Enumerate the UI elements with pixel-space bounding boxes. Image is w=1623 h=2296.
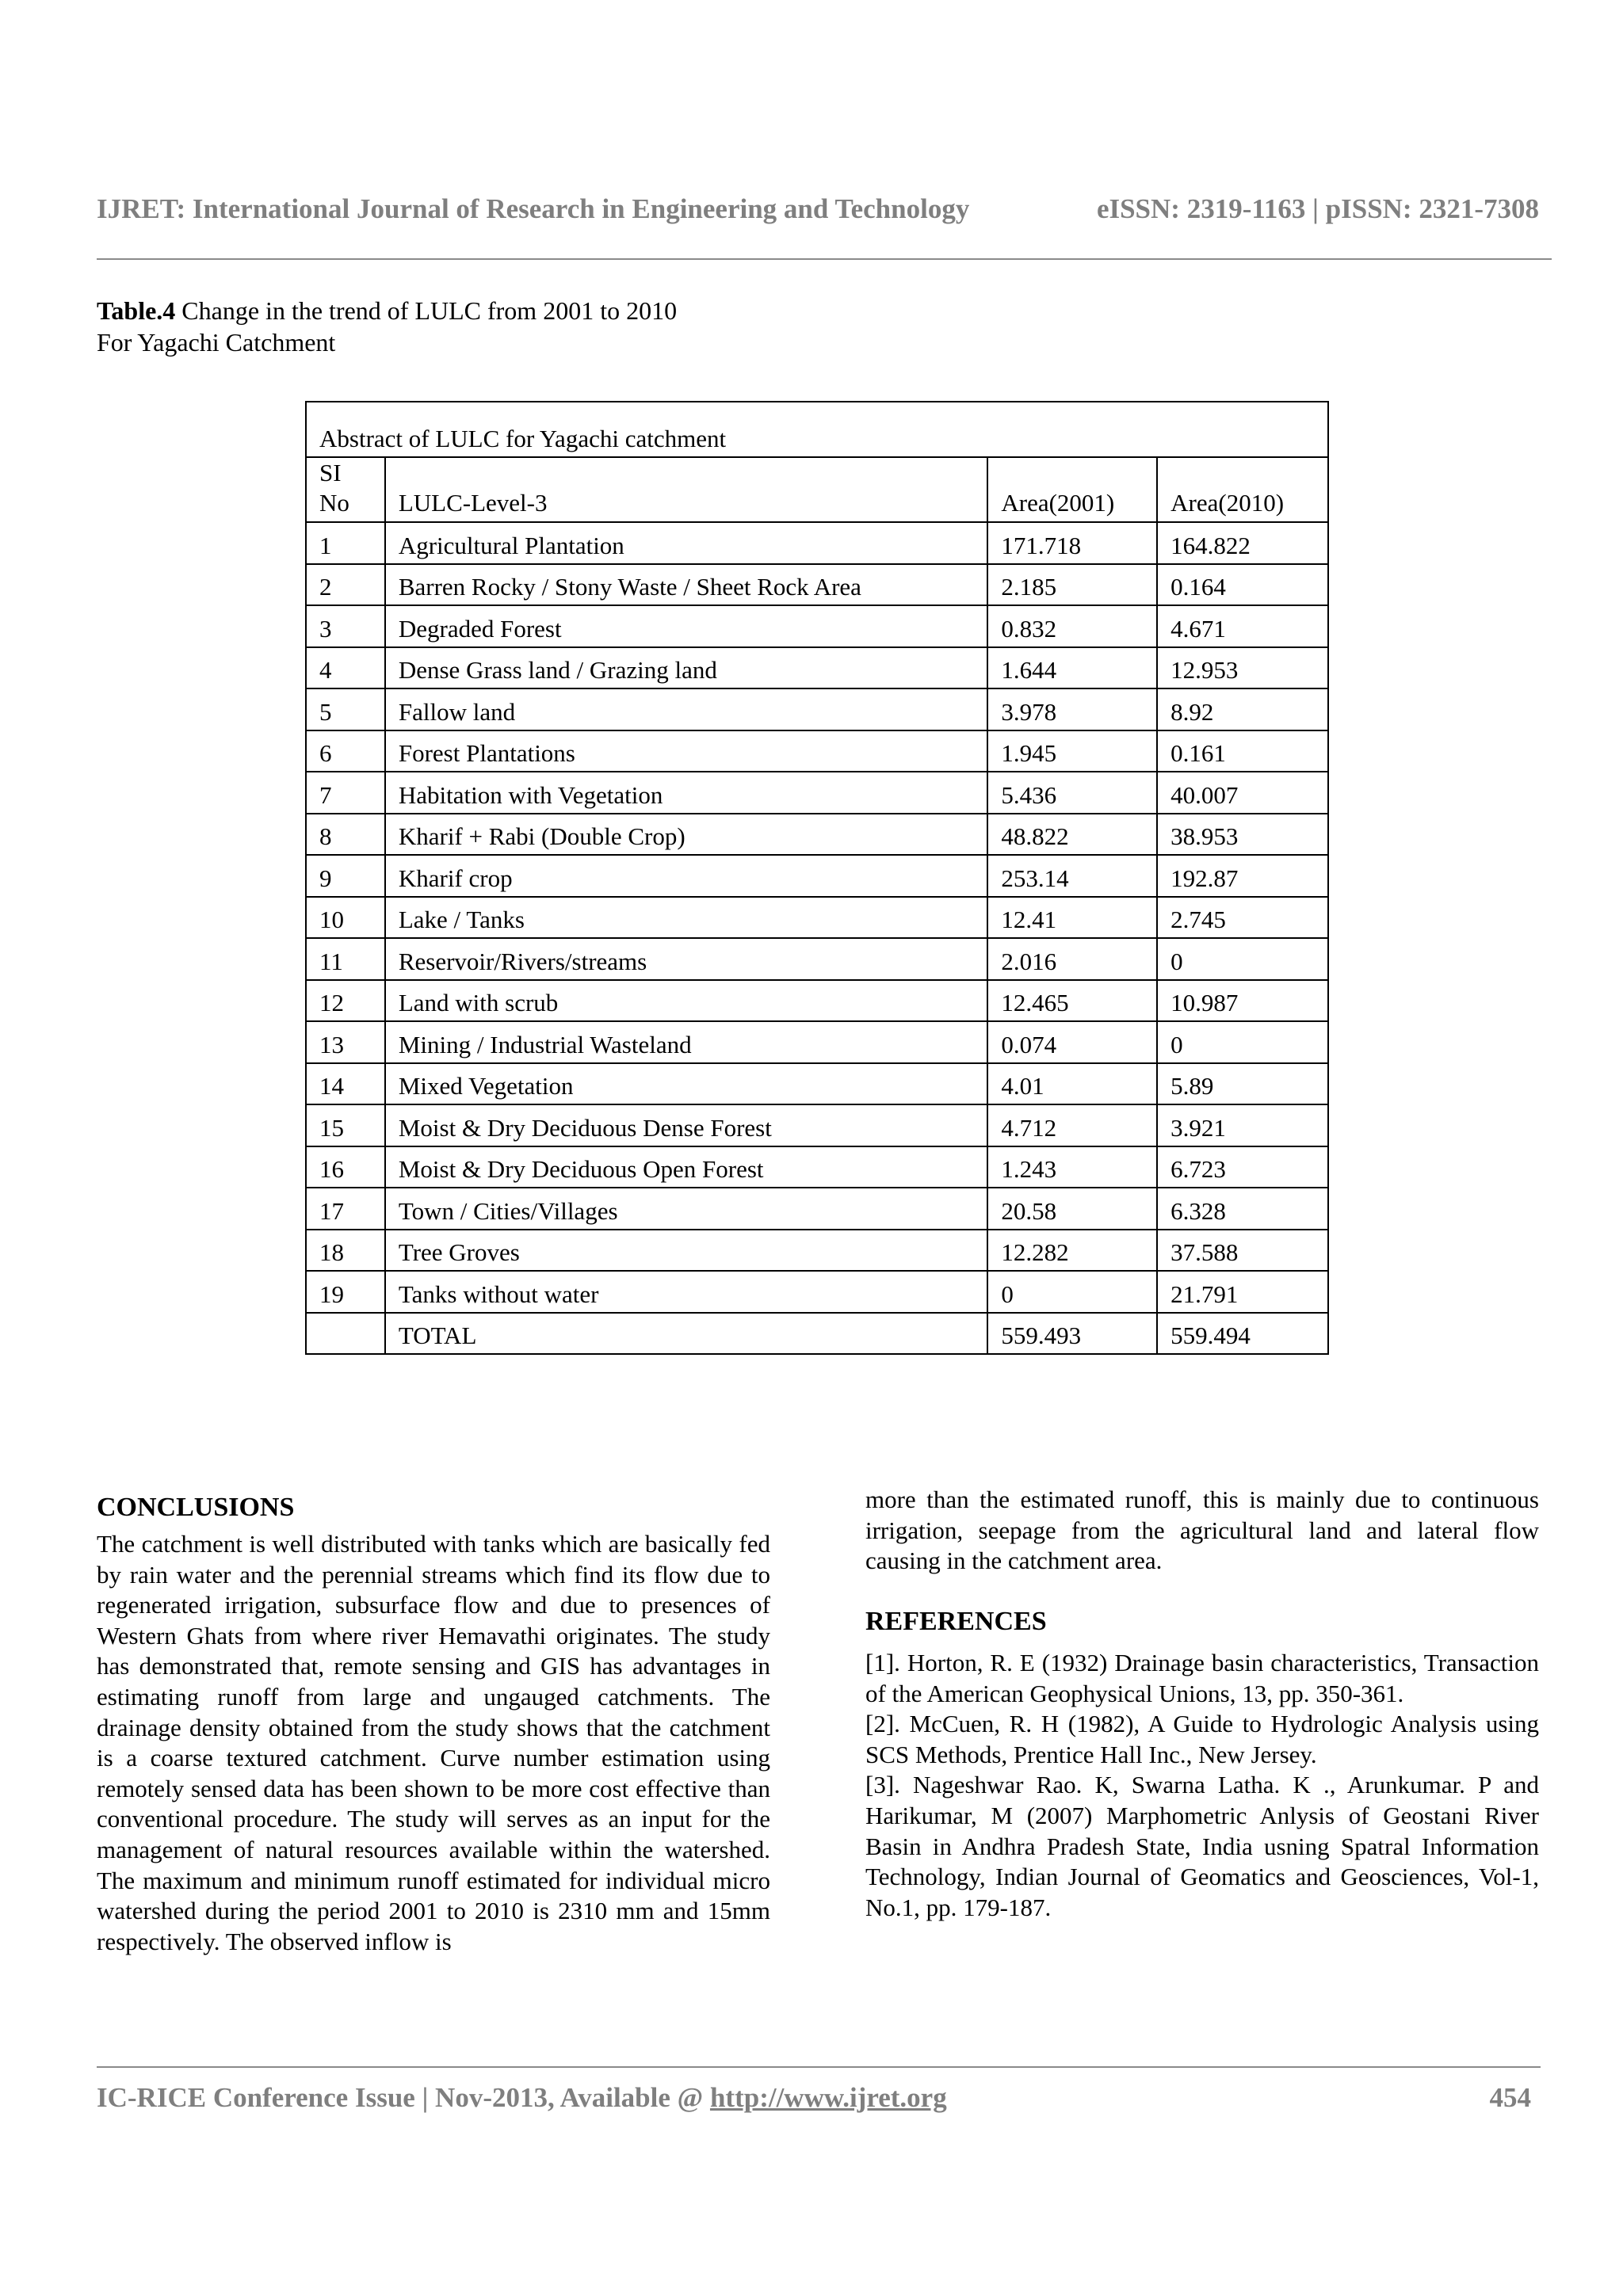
- footer-link[interactable]: http://www.ijret.org: [709, 2082, 947, 2113]
- cell-lulc: Barren Rocky / Stony Waste / Sheet Rock Area: [385, 564, 988, 606]
- lulc-table: [305, 401, 1329, 1355]
- cell-area-2001: 0: [987, 1271, 1157, 1313]
- cell-lulc: Mining / Industrial Wasteland: [385, 1021, 988, 1063]
- cell-area-2001: 5.436: [987, 772, 1157, 814]
- cell-area-2010: 6.328: [1157, 1188, 1328, 1230]
- cell-lulc: Degraded Forest: [385, 605, 988, 647]
- cell-area-2001: 1.644: [987, 647, 1157, 689]
- table-row: [306, 1271, 1328, 1313]
- journal-issn: eISSN: 2319-1163 | pISSN: 2321-7308: [1096, 193, 1539, 224]
- cell-area-2010: 6.723: [1157, 1146, 1328, 1188]
- table-row: [306, 647, 1328, 689]
- cell-area-2010: 4.671: [1157, 605, 1328, 647]
- cell-si: 7: [306, 772, 385, 814]
- cell-si: 6: [306, 730, 385, 772]
- col-header-si: SI No: [306, 457, 385, 522]
- page-footer: [97, 2082, 1531, 2114]
- conclusions-heading: CONCLUSIONS: [97, 1493, 295, 1522]
- cell-area-2001: 12.465: [987, 980, 1157, 1022]
- table-row: [306, 938, 1328, 980]
- table-label: Table.4: [97, 296, 176, 325]
- cell-lulc: Agricultural Plantation: [385, 522, 988, 564]
- table-row: [306, 1104, 1328, 1146]
- cell-lulc: Moist & Dry Deciduous Open Forest: [385, 1146, 988, 1188]
- cell-si: 5: [306, 688, 385, 730]
- cell-area-2010: 0: [1157, 1021, 1328, 1063]
- cell-si: 1: [306, 522, 385, 564]
- cell-lulc: Mixed Vegetation: [385, 1063, 988, 1105]
- table-row: [306, 522, 1328, 564]
- cell-si: 2: [306, 564, 385, 606]
- cell-si: 4: [306, 647, 385, 689]
- cell-si: 18: [306, 1230, 385, 1272]
- table-subtitle: For Yagachi Catchment: [97, 328, 336, 357]
- table-title: Change in the trend of LULC from 2001 to 2010: [175, 296, 678, 325]
- cell-area-2001: 2.016: [987, 938, 1157, 980]
- cell-si: 13: [306, 1021, 385, 1063]
- cell-area-2001: 3.978: [987, 688, 1157, 730]
- header-divider: [97, 258, 1552, 260]
- cell-si: 15: [306, 1104, 385, 1146]
- table-row: [306, 1063, 1328, 1105]
- cell-lulc: Fallow land: [385, 688, 988, 730]
- cell-area-2001: 559.493: [987, 1313, 1157, 1355]
- cell-area-2001: 20.58: [987, 1188, 1157, 1230]
- reference-item: [3]. Nageshwar Rao. K, Swarna Latha. K ., Arunkumar. P and Harikumar, M (2007) Marphometric Anlysis of Geostani River Basin in Andhra Pradesh State, India usning Spatral Information Technology, Indian Journal of Geomatics and Geosciences, Vol-1, No.1, pp. 179-187.: [865, 1771, 1539, 1921]
- cell-area-2001: 48.822: [987, 814, 1157, 856]
- cell-area-2010: 37.588: [1157, 1230, 1328, 1272]
- cell-si: [306, 1313, 385, 1355]
- reference-item: [1]. Horton, R. E (1932) Drainage basin characteristics, Transaction of the American Geophysical Unions, 13, pp. 350-361.: [865, 1649, 1539, 1707]
- cell-si: 8: [306, 814, 385, 856]
- cell-area-2010: 0.164: [1157, 564, 1328, 606]
- table-row: [306, 1313, 1328, 1355]
- conclusions-body: The catchment is well distributed with tanks which are basically fed by rain water and the perennial streams which find its flow due to regenerated irrigation, subsurface flow and due to presences of Western Ghats from where river Hemavathi originates. The study has demonstrated that, remote sensing and GIS has advantages in estimating runoff from large and ungauged catchments. The drainage density obtained from the study shows that the catchment is a coarse textured catchment. Curve number estimation using remotely sensed data has been shown to be more cost effective than conventional procedure. The study will serves as an input for the management of natural resources available within the watershed. The maximum and minimum runoff estimated for individual micro watershed during the period 2001 to 2010 is 2310 mm and 15mm respectively. The observed inflow is: [97, 1530, 770, 1955]
- table-row: [306, 855, 1328, 897]
- table-caption: [97, 295, 677, 358]
- journal-title: IJRET: International Journal of Research in Engineering and Technology: [97, 193, 970, 224]
- table-row: [306, 564, 1328, 606]
- cell-area-2001: 4.712: [987, 1104, 1157, 1146]
- table-abstract: Abstract of LULC for Yagachi catchment: [306, 402, 1328, 457]
- cell-area-2001: 1.945: [987, 730, 1157, 772]
- col-header-lulc: LULC-Level-3: [385, 457, 988, 522]
- cell-lulc: Tanks without water: [385, 1271, 988, 1313]
- cell-si: 11: [306, 938, 385, 980]
- cell-si: 17: [306, 1188, 385, 1230]
- col-header-area-2010: Area(2010): [1157, 457, 1328, 522]
- table-header-row: [306, 457, 1328, 522]
- cell-area-2010: 2.745: [1157, 897, 1328, 939]
- cell-lulc: Town / Cities/Villages: [385, 1188, 988, 1230]
- cell-area-2010: 164.822: [1157, 522, 1328, 564]
- table-row: [306, 688, 1328, 730]
- journal-header: [97, 193, 1539, 225]
- cell-area-2001: 12.41: [987, 897, 1157, 939]
- cell-si: 9: [306, 855, 385, 897]
- reference-item: [2]. McCuen, R. H (1982), A Guide to Hydrologic Analysis using SCS Methods, Prentice Hall Inc., New Jersey.: [865, 1710, 1539, 1768]
- table-row: [306, 1146, 1328, 1188]
- cell-lulc: Tree Groves: [385, 1230, 988, 1272]
- cell-area-2010: 21.791: [1157, 1271, 1328, 1313]
- cell-lulc: Kharif crop: [385, 855, 988, 897]
- cell-lulc: Dense Grass land / Grazing land: [385, 647, 988, 689]
- cell-si: 19: [306, 1271, 385, 1313]
- cell-area-2010: 5.89: [1157, 1063, 1328, 1105]
- cell-area-2010: 40.007: [1157, 772, 1328, 814]
- cell-area-2001: 0.832: [987, 605, 1157, 647]
- cell-area-2010: 192.87: [1157, 855, 1328, 897]
- cell-area-2010: 0: [1157, 938, 1328, 980]
- table-row: [306, 1188, 1328, 1230]
- cell-lulc: Kharif + Rabi (Double Crop): [385, 814, 988, 856]
- table-row: [306, 1021, 1328, 1063]
- cell-si: 3: [306, 605, 385, 647]
- table-row: [306, 730, 1328, 772]
- col-header-area-2001: Area(2001): [987, 457, 1157, 522]
- table-row: [306, 814, 1328, 856]
- cell-si: 12: [306, 980, 385, 1022]
- table-row: [306, 772, 1328, 814]
- cell-area-2001: 2.185: [987, 564, 1157, 606]
- table-row: [306, 605, 1328, 647]
- page-number: 454: [1489, 2082, 1531, 2113]
- cell-area-2001: 171.718: [987, 522, 1157, 564]
- footer-divider: [97, 2066, 1541, 2068]
- cell-area-2010: 12.953: [1157, 647, 1328, 689]
- cell-lulc: Forest Plantations: [385, 730, 988, 772]
- cell-lulc: Land with scrub: [385, 980, 988, 1022]
- table-row: [306, 1230, 1328, 1272]
- table-row: [306, 980, 1328, 1022]
- table-abstract-row: [306, 402, 1328, 457]
- cell-si: 16: [306, 1146, 385, 1188]
- cell-area-2010: 559.494: [1157, 1313, 1328, 1355]
- cell-area-2010: 3.921: [1157, 1104, 1328, 1146]
- cell-area-2010: 0.161: [1157, 730, 1328, 772]
- references-list: [865, 1648, 1539, 1923]
- cell-area-2001: 0.074: [987, 1021, 1157, 1063]
- cell-si: 10: [306, 897, 385, 939]
- cell-lulc: Lake / Tanks: [385, 897, 988, 939]
- cell-area-2010: 10.987: [1157, 980, 1328, 1022]
- cell-lulc: Moist & Dry Deciduous Dense Forest: [385, 1104, 988, 1146]
- table-row: [306, 897, 1328, 939]
- conclusions-continuation: more than the estimated runoff, this is mainly due to continuous irrigation, seepage from the agricultural land and lateral flow causing in the catchment area.: [865, 1486, 1539, 1575]
- cell-si: 14: [306, 1063, 385, 1105]
- cell-area-2001: 253.14: [987, 855, 1157, 897]
- footer-issue: IC-RICE Conference Issue | Nov-2013, Available @: [97, 2082, 710, 2113]
- cell-area-2001: 4.01: [987, 1063, 1157, 1105]
- references-heading: REFERENCES: [865, 1607, 1047, 1636]
- cell-lulc: Reservoir/Rivers/streams: [385, 938, 988, 980]
- cell-lulc: TOTAL: [385, 1313, 988, 1355]
- cell-area-2010: 38.953: [1157, 814, 1328, 856]
- cell-area-2001: 1.243: [987, 1146, 1157, 1188]
- cell-area-2010: 8.92: [1157, 688, 1328, 730]
- cell-area-2001: 12.282: [987, 1230, 1157, 1272]
- cell-lulc: Habitation with Vegetation: [385, 772, 988, 814]
